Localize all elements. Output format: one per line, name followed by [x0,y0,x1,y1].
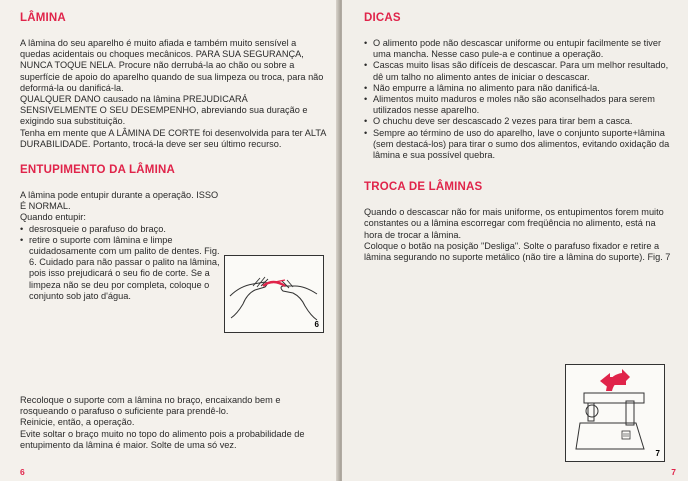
bullet-list [364,38,676,161]
list-item: • desrosqueie o parafuso do braço. [20,224,220,235]
paragraph: Tenha em mente que A LÂMINA DE CORTE foi desenvolvida para ter ALTA DURABILIDADE. Portanto, trocá-la deve ser seu último recurso. [20,127,326,149]
bullet-list [20,224,220,302]
hands-cleaning-blade-illustration [225,256,323,332]
figure-6 [224,255,324,333]
section-troca [364,181,676,263]
left-page [0,0,340,481]
paragraph: Evite soltar o braço muito no topo do alimento pois a probabilidade de entupimento da lâmina é maior. Solte de uma só vez. [20,428,305,450]
paragraph: Quando entupir: [20,212,86,223]
paragraph: Coloque o botão na posição "Desliga". Solte o parafuso fixador e retire a lâmina segurando no suporte metálico (não tire a lâmina do suporte). Fig. 7 [364,240,671,263]
paragraph: Reinicie, então, a operação. [20,417,135,428]
entupimento-column [20,190,220,302]
section-title-dicas: DICAS [364,12,401,24]
figure-number: 6 [314,320,319,329]
section-title-entupimento: ENTUPIMENTO DA LÂMINA [20,164,175,177]
list-item: • O chuchu deve ser descascado 2 vezes para tirar bem a casca. [364,116,676,127]
section-title-lamina: LÂMINA [20,12,66,24]
paragraph: QUALQUER DANO causado na lâmina PREJUDICARÁ SENSIVELMENTE O SEU DESEMPENHO, abreviando sua duração e exigindo sua substituição. [20,94,308,127]
list-item: • retire o suporte com lâmina e limpe cuidadosamente com um palito de dentes. Fig. 6. Cuidado para não passar o palito na lâmina, pois isso prejudicará o seu fio de corte. Se a limpeza não se deu por completa, coloque o conjunto sob jato d'água. [20,235,220,302]
section-title-troca: TROCA DE LÂMINAS [364,181,483,194]
list-item: • Alimentos muito maduros e moles não são aconselhados para serem utilizados nesse aparelho. [364,94,676,116]
list-item: • Cascas muito lisas são difíceis de descascar. Para um melhor resultado, dê um talho no alimento antes de iniciar o descascar. [364,60,676,82]
list-item: • Não empurre a lâmina no alimento para não danificá-la. [364,83,676,94]
section-lamina [20,12,326,150]
device-blade-removal-illustration [566,365,664,461]
page-number-left: 6 [20,467,25,477]
figure-7 [565,364,665,462]
after-paragraphs [20,395,320,451]
paragraph: Quando o descascar não for mais uniforme, os entupimentos forem muito constantes ou a lâmina escorregar com freqüência no alimento, está na hora de trocar a lâmina. [364,207,664,240]
list-item: • Sempre ao término de uso do aparelho, lave o conjunto suporte+lâmina (sem destacá-los) para tirar o sumo dos alimentos, evitando oxidação da lâmina e sua possível quebra. [364,128,676,162]
paragraph: A lâmina pode entupir durante a operação. ISSO É NORMAL. [20,190,219,212]
paragraph: Recoloque o suporte com a lâmina no braço, encaixando bem e rosqueando o parafuso o suficiente para prendê-lo. [20,395,281,417]
figure-number: 7 [655,449,660,458]
page-number-right: 7 [671,467,676,477]
section-dicas [364,12,676,161]
list-item: • O alimento pode não descascar uniforme ou entupir facilmente se tiver uma mancha. Nesse caso pule-a e continue a operação. [364,38,676,60]
paragraph: A lâmina do seu aparelho é muito afiada e também muito sensível a quedas acidentais ou choques mecânicos. PARA SUA SEGURANÇA, NUNCA TOQUE NELA. Procure não derrubá-la ao chão ou sobre a superfície de apoio do aparelho quando de sua limpeza ou troca, para não deformá-la ou danificá-la. [20,38,324,93]
